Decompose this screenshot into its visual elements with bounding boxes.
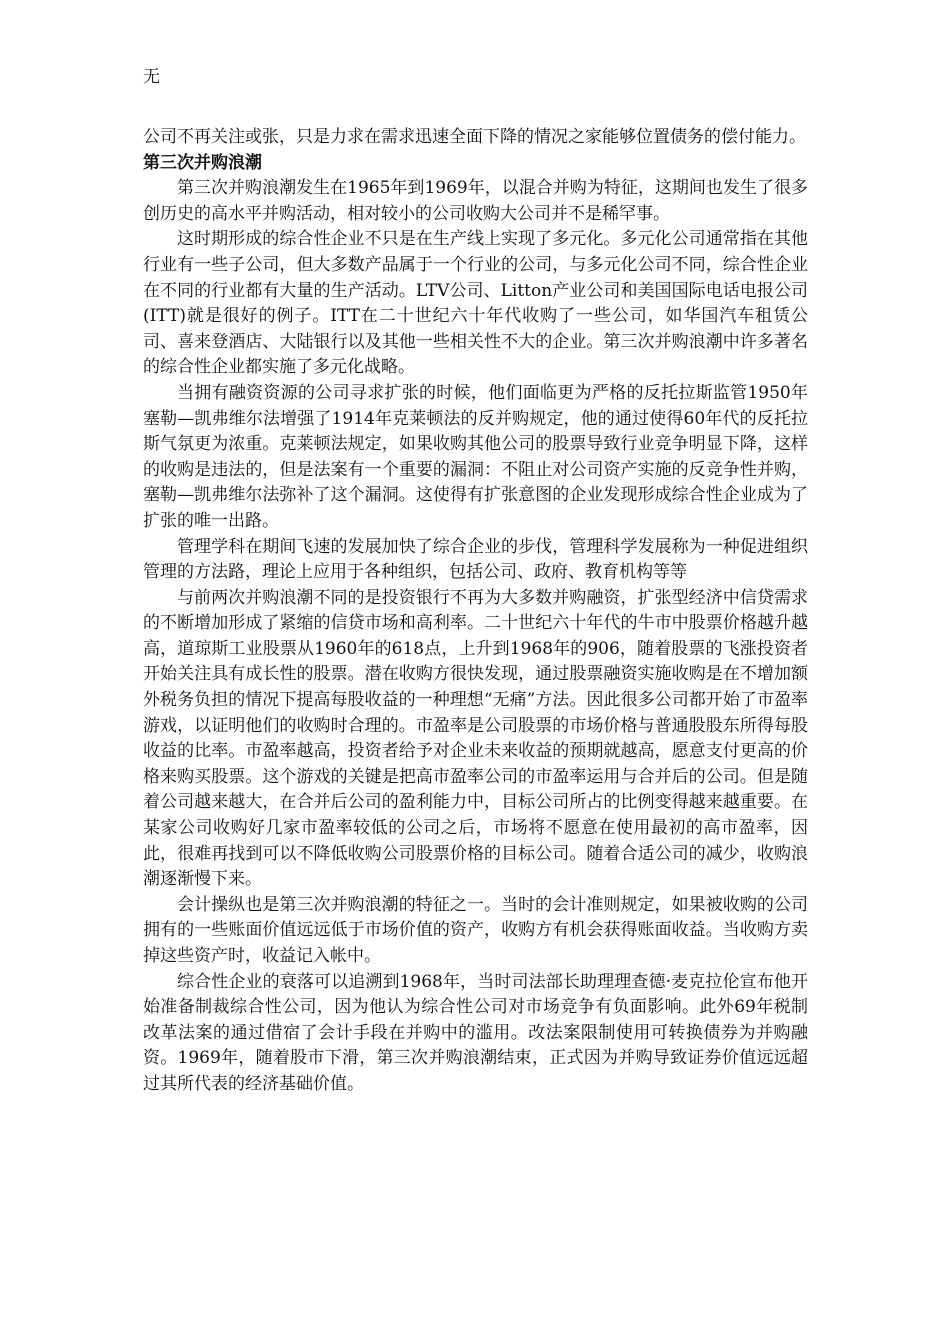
- paragraph-4: 管理学科在期间飞速的发展加快了综合企业的步伐，管理科学发展称为一种促进组织管理的方法路，理论上应用于各种组织，包括公司、政府、教育机构等等: [143, 536, 808, 583]
- page-header: 无: [143, 67, 160, 87]
- paragraph-5: 与前两次并购浪潮不同的是投资银行不再为大多数并购融资，扩张型经济中信贷需求的不断增加形成了紧缩的信贷市场和高利率。二十世纪六十年代的牛市中股票价格越升越高，道琼斯工业股票从1960年的618点，上升到1968年的906，随着股票的飞涨投资者开始关注具有成长性的股票。潜在收购方很快发现，通过股票融资实施收购是在不增加额外税务负担的情况下提高每股收益的一种理想“无痛”方法。因此很多公司都开始了市盈率游戏，以证明他们的收购时合理的。市盈率是公司股票的市场价格与普通股股东所得每股收益的比率。市盈率越高，投资者给予对企业未来收益的预期就越高，愿意支付更高的价格来购买股票。这个游戏的关键是把高市盈率公司的市盈率运用与合并后的公司。但是随着公司越来越大，在合并后公司的盈利能力中，目标公司所占的比例变得越来越重要。在某家公司收购好几家市盈率较低的公司之后，市场将不愿意在使用最初的高市盈率，因此，很难再找到可以不降低收购公司股票价格的目标公司。随着合适公司的减少，收购浪潮逐渐慢下来。: [143, 587, 808, 890]
- paragraph-2: 这时期形成的综合性企业不只是在生产线上实现了多元化。多元化公司通常指在其他行业有一些子公司，但大多数产品属于一个行业的公司，与多元化公司不同，综合性企业在不同的行业都有大量的生产活动。LTV公司、Litton产业公司和美国国际电话电报公司(ITT)就是很好的例子。ITT在二十世纪六十年代收购了一些公司，如华国汽车租赁公司、喜来登酒店、大陆银行以及其他一些相关性不大的企业。第三次并购浪潮中许多著名的综合性企业都实施了多元化战略。: [143, 229, 808, 378]
- section-title: 第三次并购浪潮: [143, 152, 262, 173]
- paragraph-1: 第三次并购浪潮发生在1965年到1969年，以混合并购为特征，这期间也发生了很多创历史的高水平并购活动，相对较小的公司收购大公司并不是稀罕事。: [143, 178, 808, 224]
- document-body: [143, 125, 808, 1098]
- paragraph-7: 综合性企业的衰落可以追溯到1968年，当时司法部长助理理查德·麦克拉伦宣布他开始准备制裁综合性公司，因为他认为综合性公司对市场竞争有负面影响。此外69年税制改革法案的通过借宿了会计手段在并购中的滥用。改法案限制使用可转换债券为并购融资。1969年，随着股市下滑，第三次并购浪潮结束，正式因为并购导致证券价值远远超过其所代表的经济基础价值。: [143, 971, 808, 1094]
- paragraph-3: 当拥有融资资源的公司寻求扩张的时候，他们面临更为严格的反托拉斯监管1950年塞勒—凯弗维尔法增强了1914年克莱顿法的反并购规定，他的通过使得60年代的反托拉斯气氛更为浓重。克莱顿法规定，如果收购其他公司的股票导致行业竞争明显下降，这样的收购是违法的，但是法案有一个重要的漏洞：不阻止对公司资产实施的反竞争性并购，塞勒—凯弗维尔法弥补了这个漏洞。这使得有扩张意图的企业发现形成综合性企业成为了扩张的唯一出路。: [143, 382, 808, 531]
- opening-paragraph: 公司不再关注或张，只是力求在需求迅速全面下降的情况之家能够位置债务的偿付能力。: [143, 127, 806, 147]
- paragraph-6: 会计操纵也是第三次并购浪潮的特征之一。当时的会计准则规定，如果被收购的公司拥有的一些账面价值远远低于市场价值的资产，收购方有机会获得账面收益。当收购方卖掉这些资产时，收益记入帐中。: [143, 894, 808, 966]
